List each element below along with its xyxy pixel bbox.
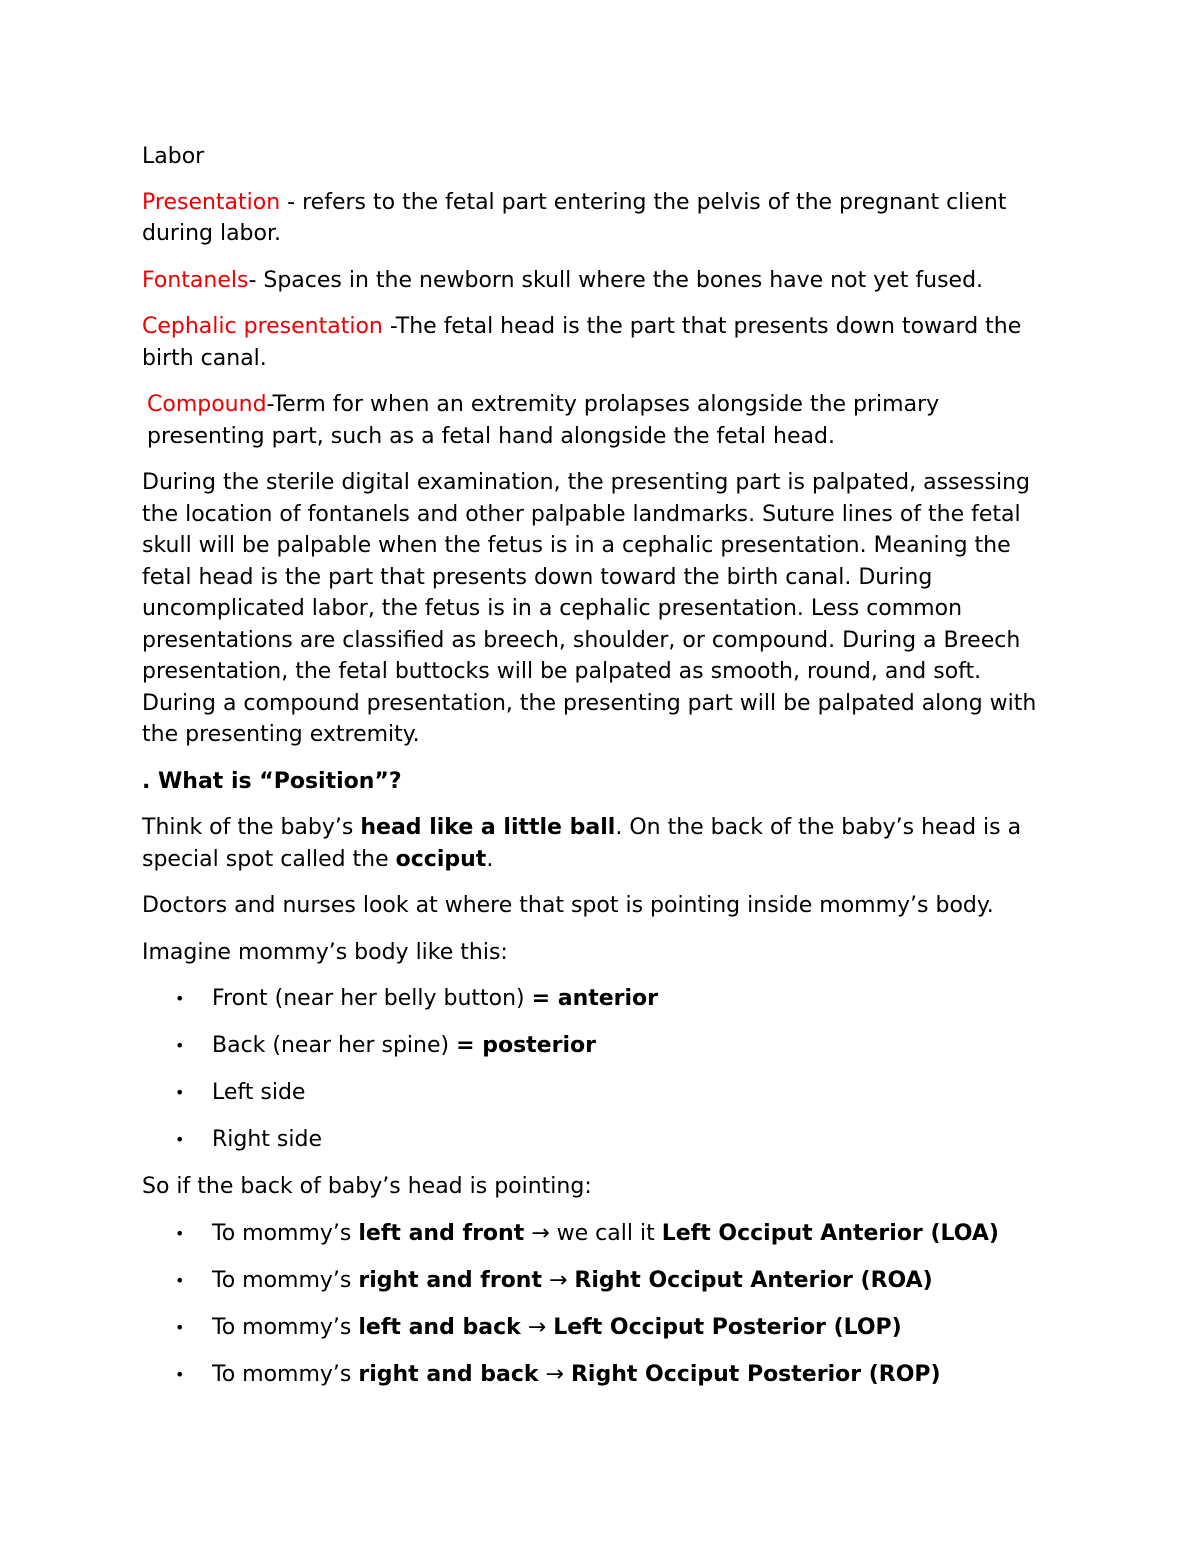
body-parts-list [142, 983, 1060, 1156]
definition-fontanels [142, 265, 1060, 297]
bullet-icon: • [175, 1223, 185, 1243]
bold-text: right and back [358, 1361, 539, 1387]
position-name: Left Occiput Posterior (LOP) [553, 1314, 902, 1340]
arrow-icon: → [538, 1361, 571, 1387]
imagine-paragraph: Imagine mommy’s body like this: [142, 939, 508, 965]
definition-term: Presentation [142, 189, 281, 215]
text-run: we call it [556, 1220, 662, 1246]
bold-text: occiput [395, 846, 487, 872]
list-item [142, 1077, 1060, 1109]
text-run: To mommy’s [212, 1267, 359, 1293]
definition-presentation [142, 187, 1060, 250]
definition-separator: - [248, 267, 264, 293]
definition-term: Cephalic presentation [142, 314, 383, 339]
definition-separator: - [266, 392, 273, 417]
text-run: To mommy’s [212, 1314, 359, 1340]
bullet-icon: • [175, 1036, 185, 1055]
bullet-icon: • [175, 1130, 185, 1149]
definition-separator: - [280, 189, 303, 215]
text-run: Think of the baby’s [142, 815, 361, 840]
text-run: Left side [212, 1080, 306, 1105]
arrow-icon: → [520, 1314, 554, 1340]
definition-compound [142, 389, 1060, 452]
so-if-paragraph: So if the back of baby’s head is pointing: [142, 1174, 592, 1199]
text-run: To mommy’s [212, 1220, 359, 1246]
document-title: Labor [142, 144, 205, 169]
text-run: Right side [212, 1127, 322, 1152]
definition-text: The fetal head is the part that presents down toward the birth canal. [142, 314, 1022, 371]
list-item [142, 1218, 1060, 1250]
bullet-icon: • [175, 1364, 185, 1384]
bold-text: left and front [358, 1220, 525, 1246]
bold-text: head like a little ball [360, 815, 616, 840]
text-run: Front (near her belly button) [212, 986, 532, 1011]
position-heading: . What is “Position”? [142, 768, 402, 794]
definition-separator: - [382, 314, 396, 339]
definition-cephalic-presentation [142, 311, 1060, 374]
list-item [142, 1265, 1060, 1297]
position-name: Right Occiput Posterior (ROP) [570, 1361, 941, 1387]
text-run: . [486, 846, 494, 872]
arrow-icon: → [541, 1267, 575, 1293]
list-item [142, 1124, 1060, 1156]
text-run: Back (near her spine) [212, 1033, 457, 1058]
definition-term: Compound [147, 392, 267, 417]
positions-list [142, 1218, 1060, 1391]
list-item [142, 1312, 1060, 1344]
definition-text: Term for when an extremity prolapses alongside the primary presenting part, such as a fetal hand alongside the fetal head. [147, 392, 940, 449]
bullet-icon: • [175, 1270, 185, 1290]
list-item [142, 1030, 1060, 1062]
bold-text: right and front [358, 1267, 542, 1293]
bullet-icon: • [175, 1083, 185, 1102]
list-item [142, 1359, 1060, 1391]
doctors-paragraph: Doctors and nurses look at where that spot is pointing inside mommy’s body. [142, 893, 994, 918]
bold-text: = posterior [456, 1033, 596, 1058]
bold-text: = anterior [531, 986, 659, 1011]
bullet-icon: • [175, 1317, 185, 1337]
bullet-icon: • [175, 989, 185, 1008]
position-name: Left Occiput Anterior (LOA) [661, 1220, 999, 1246]
exam-paragraph: During the sterile digital examination, the presenting part is palpated, assessing the location of fontanels and other palpable landmarks. Suture lines of the fetal skull will be palpable when the fetus is in a cephalic presentation. Meaning the fetal head is the part that presents down toward the birth canal. During uncomplicated labor, the fetus is in a cephalic presentation. Less common presentations are classified as breech, shoulder, or compound. During a Breech presentation, the fetal buttocks will be palpated as smooth, round, and soft. During a compound presentation, the presenting part will be palpated along with the presenting extremity. [142, 470, 1037, 747]
text-run: To mommy’s [212, 1361, 359, 1387]
list-item [142, 983, 1060, 1015]
occiput-paragraph [142, 812, 1060, 875]
position-name: Right Occiput Anterior (ROA) [574, 1267, 933, 1293]
arrow-icon: → [524, 1220, 557, 1246]
bold-text: left and back [358, 1314, 521, 1340]
definition-text: refers to the fetal part entering the pelvis of the pregnant client during labor. [142, 189, 1007, 246]
definition-text: Spaces in the newborn skull where the bones have not yet fused. [263, 267, 984, 293]
definition-term: Fontanels [142, 267, 249, 293]
text-run: . On the back of the baby’s head is a special spot called the [142, 815, 1022, 872]
